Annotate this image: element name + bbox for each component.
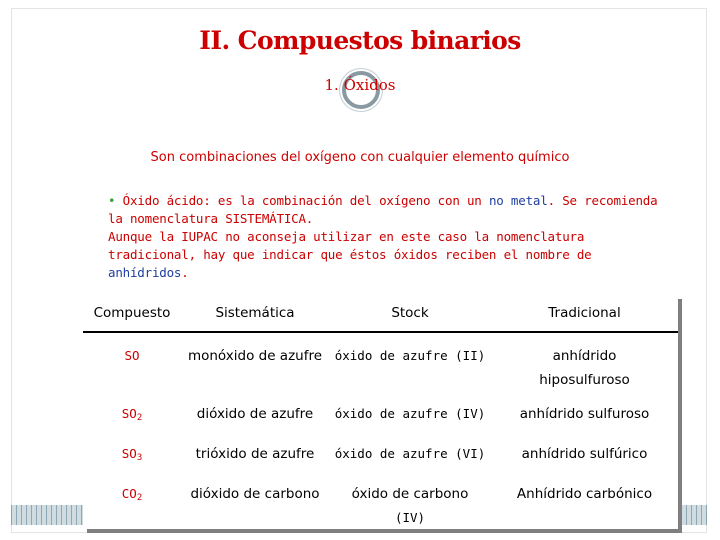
stock-cell: óxido de azufre (VI) xyxy=(334,446,486,461)
tradicional-cell: anhídrido sulfuroso xyxy=(519,406,650,422)
intro-text: Son combinaciones del oxígeno con cualquier elemento químico xyxy=(150,150,570,165)
bullet-term: Óxido ácido: xyxy=(122,193,211,208)
formula-text: SO xyxy=(124,348,140,363)
stock-line-2: (IV) xyxy=(394,510,426,525)
tradicional-cell xyxy=(491,332,678,391)
table-row xyxy=(83,431,678,471)
table-row xyxy=(83,332,678,391)
formula-subscript: 2 xyxy=(136,413,143,423)
bullet-paragraph xyxy=(108,192,673,282)
table-row xyxy=(83,391,678,431)
tradicional-cell: Anhídrido carbónico xyxy=(516,486,653,502)
stock-cell xyxy=(329,471,491,529)
sistematica-cell: monóxido de azufre xyxy=(187,348,323,364)
formula-subscript: 3 xyxy=(136,453,143,463)
tradicional-line-1: anhídrido xyxy=(552,348,617,364)
formula-subscript: 2 xyxy=(136,493,143,503)
formula-cell xyxy=(83,391,181,431)
sistematica-cell: dióxido de carbono xyxy=(190,486,320,502)
stock-cell: óxido de azufre (IV) xyxy=(334,406,486,421)
sistematica-cell: trióxido de azufre xyxy=(195,446,315,462)
header-tradicional: Tradicional xyxy=(548,305,621,321)
anhidridos-link: anhídridos xyxy=(108,265,182,280)
tradicional-line-2: hiposulfuroso xyxy=(539,372,630,388)
formula-cell xyxy=(83,332,181,391)
tradicional-cell: anhídrido sulfúrico xyxy=(521,446,648,462)
formula-text: SO xyxy=(121,446,137,461)
header-sistematica: Sistemática xyxy=(215,305,295,321)
oxides-table xyxy=(83,295,678,529)
table-row xyxy=(83,471,678,529)
table-header-row xyxy=(83,295,678,332)
bullet-text-3: Aunque la IUPAC no aconseja utilizar en este caso la nomenclatura tradicional, hay que indicar que éstos óxidos reciben el nombre de xyxy=(108,229,592,262)
no-metal-link: no metal xyxy=(488,193,548,208)
slide-title: II. Compuestos binarios xyxy=(199,26,521,55)
stock-cell: óxido de azufre (II) xyxy=(334,348,486,363)
formula-text: CO xyxy=(121,486,137,501)
header-compuesto: Compuesto xyxy=(93,305,171,321)
formula-cell xyxy=(83,431,181,471)
bullet-text-2: . Se recomienda la nomenclatura SISTEMÁTICA. xyxy=(108,193,658,226)
formula-text: SO xyxy=(121,406,137,421)
bullet-text-4: . xyxy=(181,265,189,280)
formula-cell xyxy=(83,471,181,529)
bullet-text-1: es la combinación del oxígeno con un xyxy=(210,193,489,208)
header-stock: Stock xyxy=(391,305,429,321)
sistematica-cell: dióxido de azufre xyxy=(196,406,314,422)
stock-line-1: óxido de carbono xyxy=(351,486,469,502)
bullet-dot-icon: • xyxy=(108,193,116,208)
slide-subtitle: 1. Óxidos xyxy=(324,76,396,94)
